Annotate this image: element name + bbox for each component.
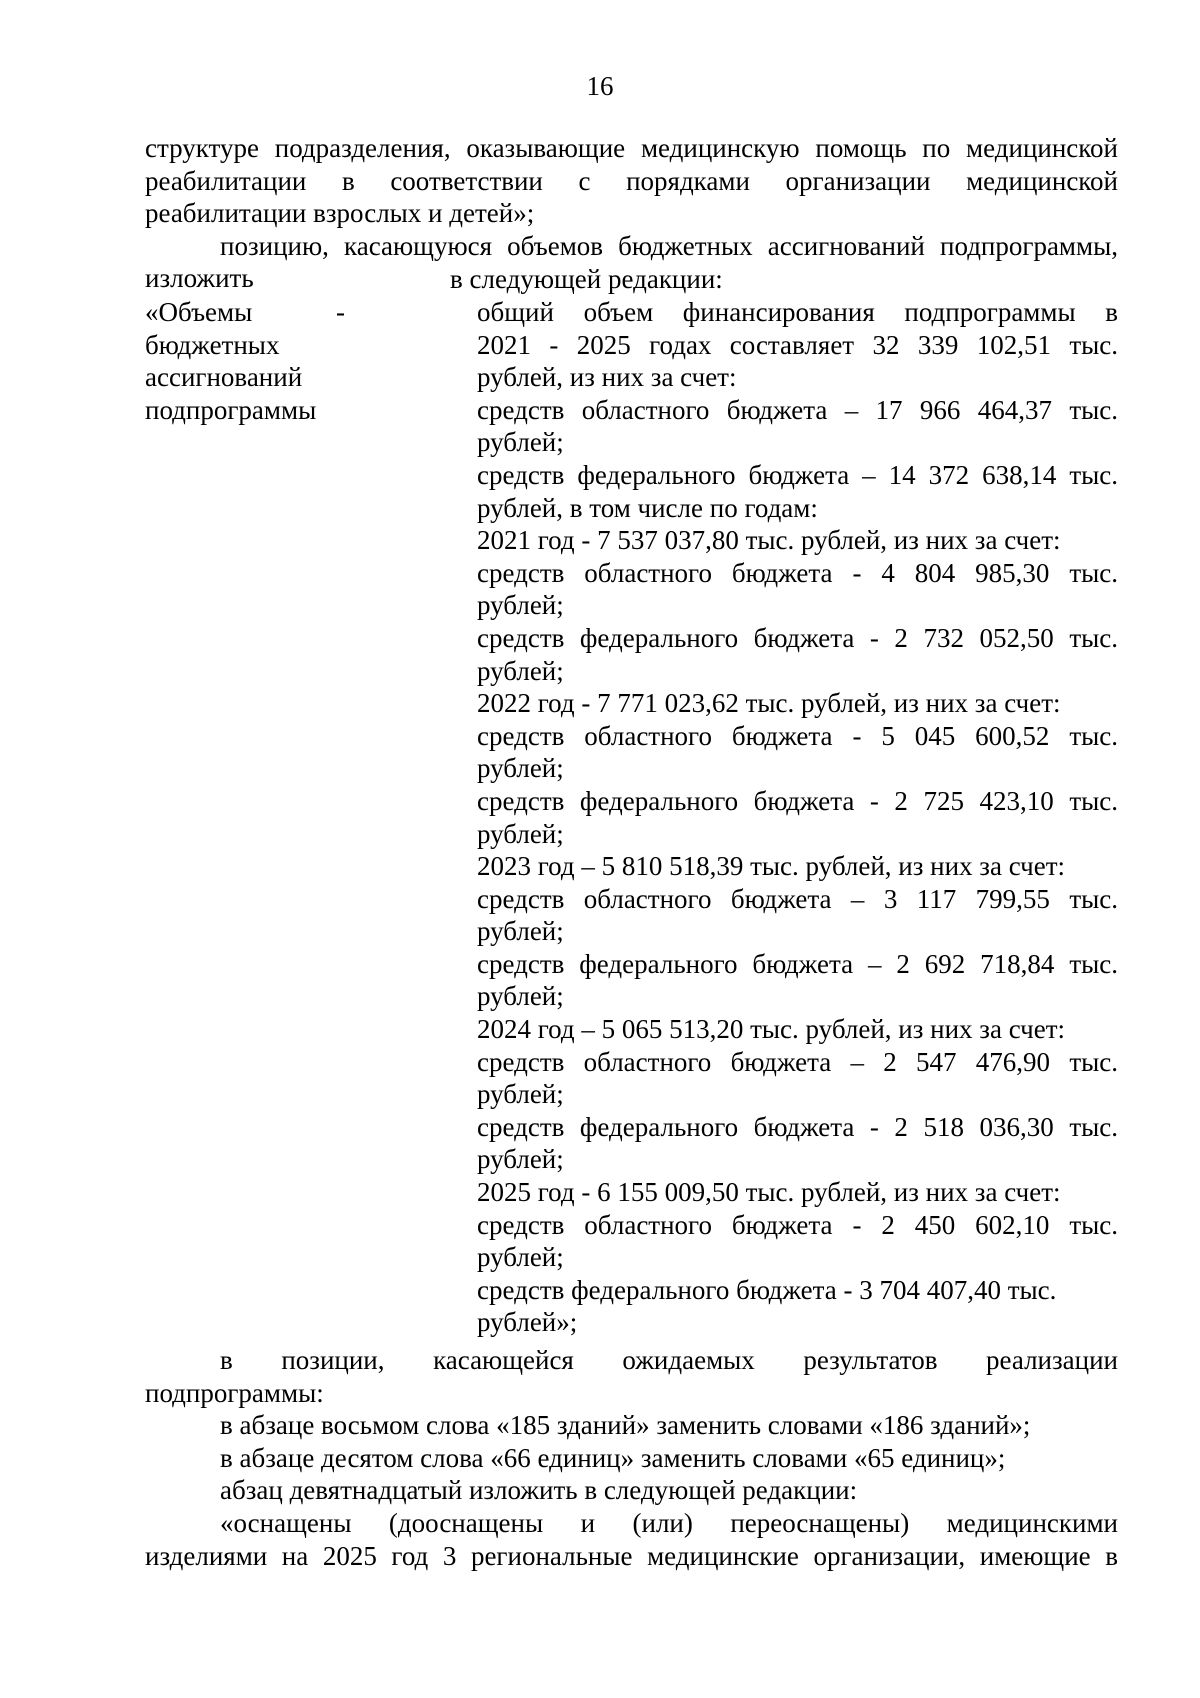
- text-line: средств федерального бюджета – 2 692 718,84 тыс.: [477, 948, 1118, 979]
- text-line: 2024 год – 5 065 513,20 тыс. рублей, из них за счет:: [477, 1014, 1066, 1045]
- text-line: 2021 год - 7 537 037,80 тыс. рублей, из них за счет:: [477, 525, 1061, 556]
- text-line: в абзаце восьмом слова «185 зданий» заменить словами «186 зданий»;: [220, 1410, 1031, 1441]
- text-line: средств федерального бюджета – 14 372 638,14 тыс.: [477, 459, 1118, 490]
- text-line: средств федерального бюджета - 2 518 036,30 тыс.: [477, 1111, 1118, 1142]
- text-line: рублей;: [477, 427, 564, 458]
- text-line: позицию, касающуюся объемов бюджетных ассигнований подпрограммы,: [220, 230, 1118, 261]
- text-line: реабилитации в соответствии с порядками организации медицинской: [145, 165, 1118, 196]
- text-line: реабилитации взрослых и детей»;: [145, 198, 535, 229]
- text-line: «оснащены (дооснащены и (или) переоснащены) медицинскими: [220, 1507, 1118, 1538]
- label-line: ассигнований: [145, 362, 303, 393]
- text-line: рублей;: [477, 981, 564, 1012]
- page-number: 16: [586, 71, 614, 101]
- text-line: средств областного бюджета - 2 450 602,10 тыс.: [477, 1209, 1118, 1240]
- text-line: в абзаце десятом слова «66 единиц» заменить словами «65 единиц»;: [220, 1442, 1006, 1473]
- text-line: средств федерального бюджета - 2 725 423,10 тыс.: [477, 785, 1118, 816]
- text-line: 2022 год - 7 771 023,62 тыс. рублей, из них за счет:: [477, 688, 1061, 719]
- text-line: средств областного бюджета - 5 045 600,52 тыс.: [477, 720, 1118, 751]
- text-line: структуре подразделения, оказывающие медицинскую помощь по медицинской: [145, 133, 1118, 163]
- outro-paragraphs: [145, 1344, 1118, 1572]
- text-line: рублей;: [477, 916, 564, 947]
- label-word: «Объемы: [145, 297, 253, 327]
- text-line: подпрограммы:: [145, 1377, 324, 1408]
- edition-heading: в следующей редакции:: [450, 264, 723, 294]
- text-line: рублей;: [477, 590, 564, 621]
- text-line: рублей»;: [477, 1307, 578, 1338]
- text-line: средств областного бюджета – 17 966 464,37 тыс.: [477, 394, 1118, 425]
- text-line: средств областного бюджета – 3 117 799,55 тыс.: [477, 883, 1118, 914]
- text-line: изложить: [145, 263, 254, 294]
- text-line: общий объем финансирования подпрограммы в: [477, 297, 1118, 327]
- text-line: рублей;: [477, 1079, 564, 1110]
- text-line: средств федерального бюджета - 3 704 407,40 тыс.: [477, 1274, 1057, 1305]
- label-line: бюджетных: [145, 329, 280, 360]
- text-line: 2025 год - 6 155 009,50 тыс. рублей, из них за счет:: [477, 1177, 1061, 1208]
- text-line: рублей;: [477, 1144, 564, 1175]
- text-line: рублей;: [477, 818, 564, 849]
- text-line: рублей;: [477, 753, 564, 784]
- label-dash: -: [336, 297, 345, 327]
- text-line: рублей, в том числе по годам:: [477, 492, 818, 523]
- position-label: [145, 296, 345, 426]
- text-line: 2023 год – 5 810 518,39 тыс. рублей, из них за счет:: [477, 851, 1066, 882]
- text-line: 2021 - 2025 годах составляет 32 339 102,51 тыс.: [477, 329, 1118, 360]
- text-line: средств областного бюджета – 2 547 476,90 тыс.: [477, 1046, 1118, 1077]
- label-line: [145, 296, 345, 329]
- text-line: рублей, из них за счет:: [477, 362, 737, 393]
- text-line: средств областного бюджета - 4 804 985,30 тыс.: [477, 557, 1118, 588]
- text-line: в позиции, касающейся ожидаемых результатов реализации: [220, 1345, 1118, 1375]
- label-line: подпрограммы: [145, 394, 317, 425]
- text-line: абзац девятнадцатый изложить в следующей редакции:: [220, 1475, 858, 1506]
- text-line: изделиями на 2025 год 3 региональные медицинские организации, имеющие в: [145, 1540, 1118, 1571]
- text-line: средств федерального бюджета - 2 732 052,50 тыс.: [477, 622, 1118, 653]
- financing-text: [477, 296, 1118, 1339]
- text-line: рублей;: [477, 655, 564, 686]
- text-line: рублей;: [477, 1242, 564, 1273]
